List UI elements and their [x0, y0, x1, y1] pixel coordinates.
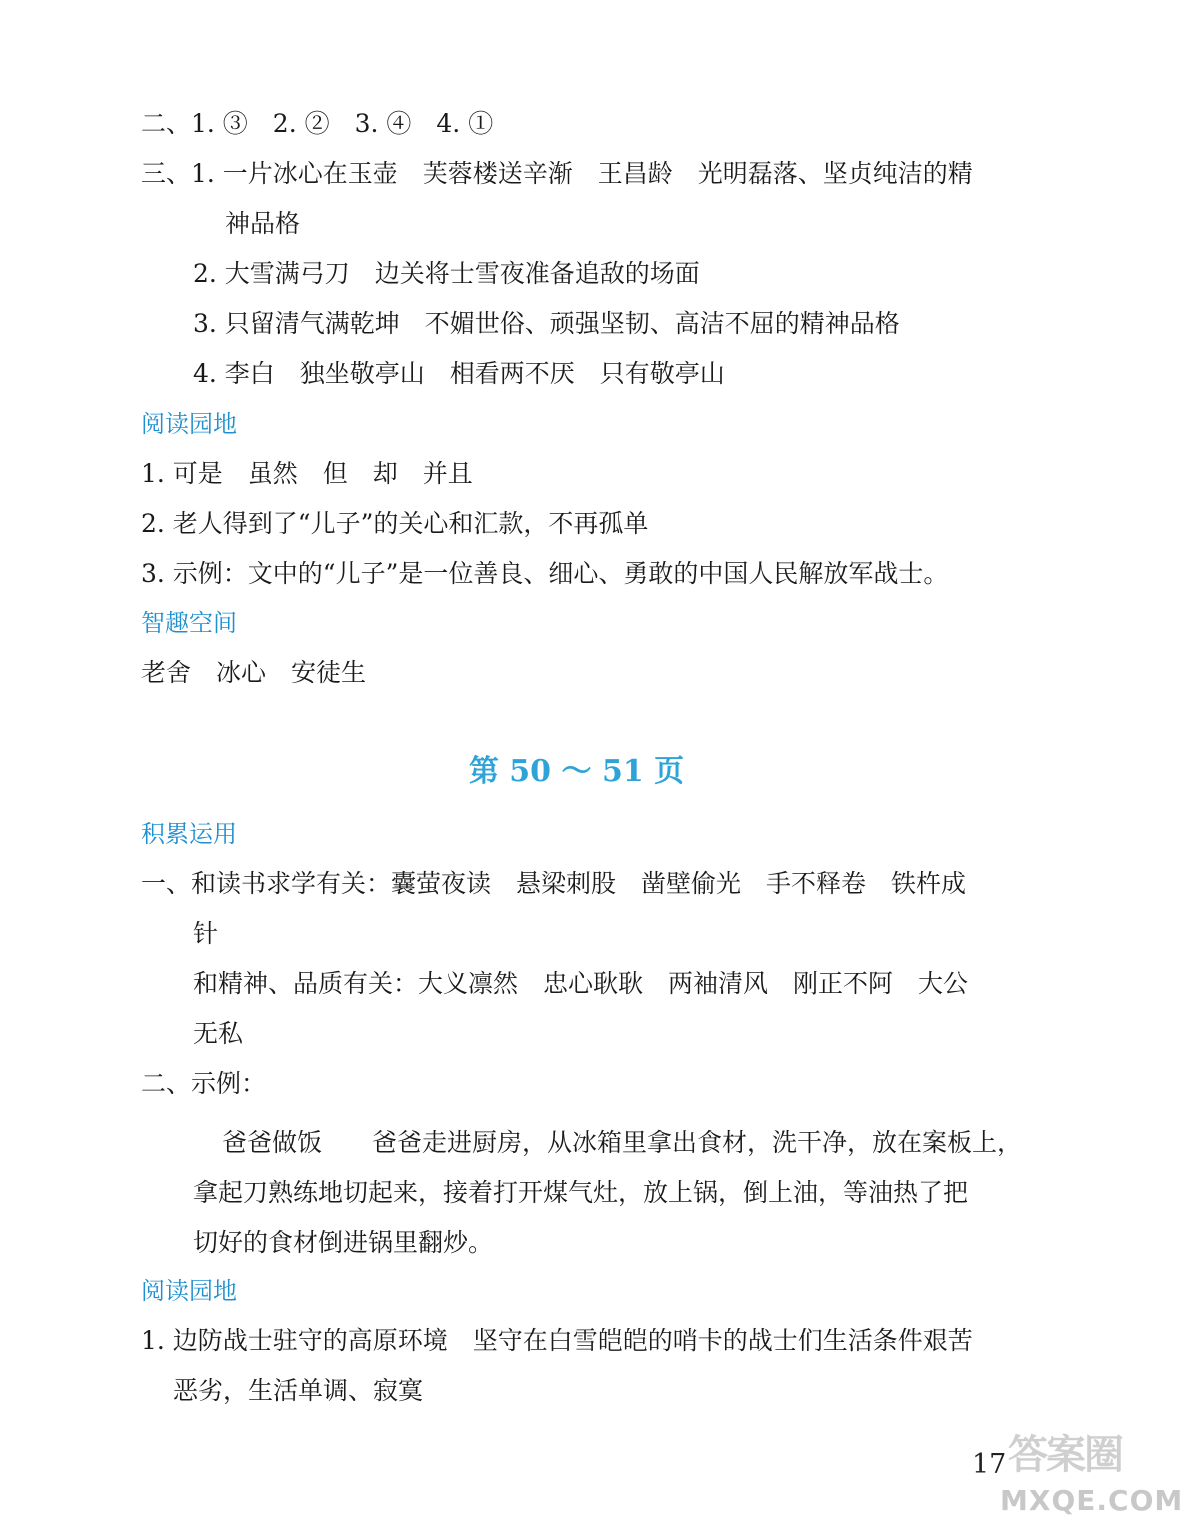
- accumulate-line-1: 一、和读书求学有关：囊萤夜读 悬梁刺股 凿壁偷光 手不释卷 铁杵成: [141, 869, 967, 898]
- accumulate-line-2: 和精神、品质有关：大义凛然 忠心耿耿 两袖清风 刚正不阿 大公: [193, 969, 969, 998]
- example-paragraph-line-2: 拿起刀熟练地切起来，接着打开煤气灶，放上锅，倒上油，等油热了把: [193, 1178, 969, 1207]
- section-title-reading: 阅读园地: [141, 410, 237, 438]
- page-number: 17: [972, 1449, 1007, 1480]
- reading-answer-3: 3. 示例：文中的“儿子”是一位善良、细心、勇敢的中国人民解放军战士。: [141, 559, 949, 588]
- answer-line-3-3: 3. 只留清气满乾坤 不媚世俗、顽强坚韧、高洁不屈的精神品格: [193, 309, 900, 338]
- example-paragraph-line-3: 切好的食材倒进锅里翻炒。: [193, 1228, 494, 1257]
- accumulate-line-example: 二、示例：: [141, 1069, 267, 1098]
- reading2-answer-1-cont: 恶劣，生活单调、寂寞: [173, 1376, 424, 1405]
- page-range-heading: 第 50 ～ 51 页: [468, 754, 685, 789]
- section-title-reading-2: 阅读园地: [141, 1277, 237, 1305]
- fun-answer: 老舍 冰心 安徒生: [141, 658, 367, 687]
- watermark-url: MXQE.COM: [1000, 1484, 1183, 1517]
- answer-line-3-1-cont: 神品格: [225, 209, 301, 238]
- reading2-answer-1: 1. 边防战士驻守的高原环境 坚守在白雪皑皑的哨卡的战士们生活条件艰苦: [141, 1326, 973, 1355]
- accumulate-line-1-cont: 针: [193, 919, 219, 948]
- reading-answer-1: 1. 可是 虽然 但 却 并且: [141, 459, 473, 488]
- answer-line-2-1: 二、1. ③ 2. ② 3. ④ 4. ①: [141, 109, 494, 138]
- watermark: [1000, 1428, 1183, 1528]
- accumulate-line-2-cont: 无私: [193, 1019, 244, 1048]
- answer-line-3-1: 三、1. 一片冰心在玉壶 芙蓉楼送辛渐 王昌龄 光明磊落、坚贞纯洁的精: [141, 159, 973, 188]
- answer-line-3-2: 2. 大雪满弓刀 边关将士雪夜准备追敌的场面: [193, 259, 700, 288]
- section-title-fun-space: 智趣空间: [141, 609, 237, 637]
- watermark-logo: 答案圈: [1008, 1432, 1122, 1478]
- answer-line-3-4: 4. 李白 独坐敬亭山 相看两不厌 只有敬亭山: [193, 359, 725, 388]
- section-title-accumulate: 积累运用: [141, 820, 237, 848]
- example-paragraph-line-1: 爸爸做饭 爸爸走进厨房，从冰箱里拿出食材，洗干净，放在案板上，: [222, 1128, 1023, 1157]
- reading-answer-2: 2. 老人得到了“儿子”的关心和汇款，不再孤单: [141, 509, 649, 538]
